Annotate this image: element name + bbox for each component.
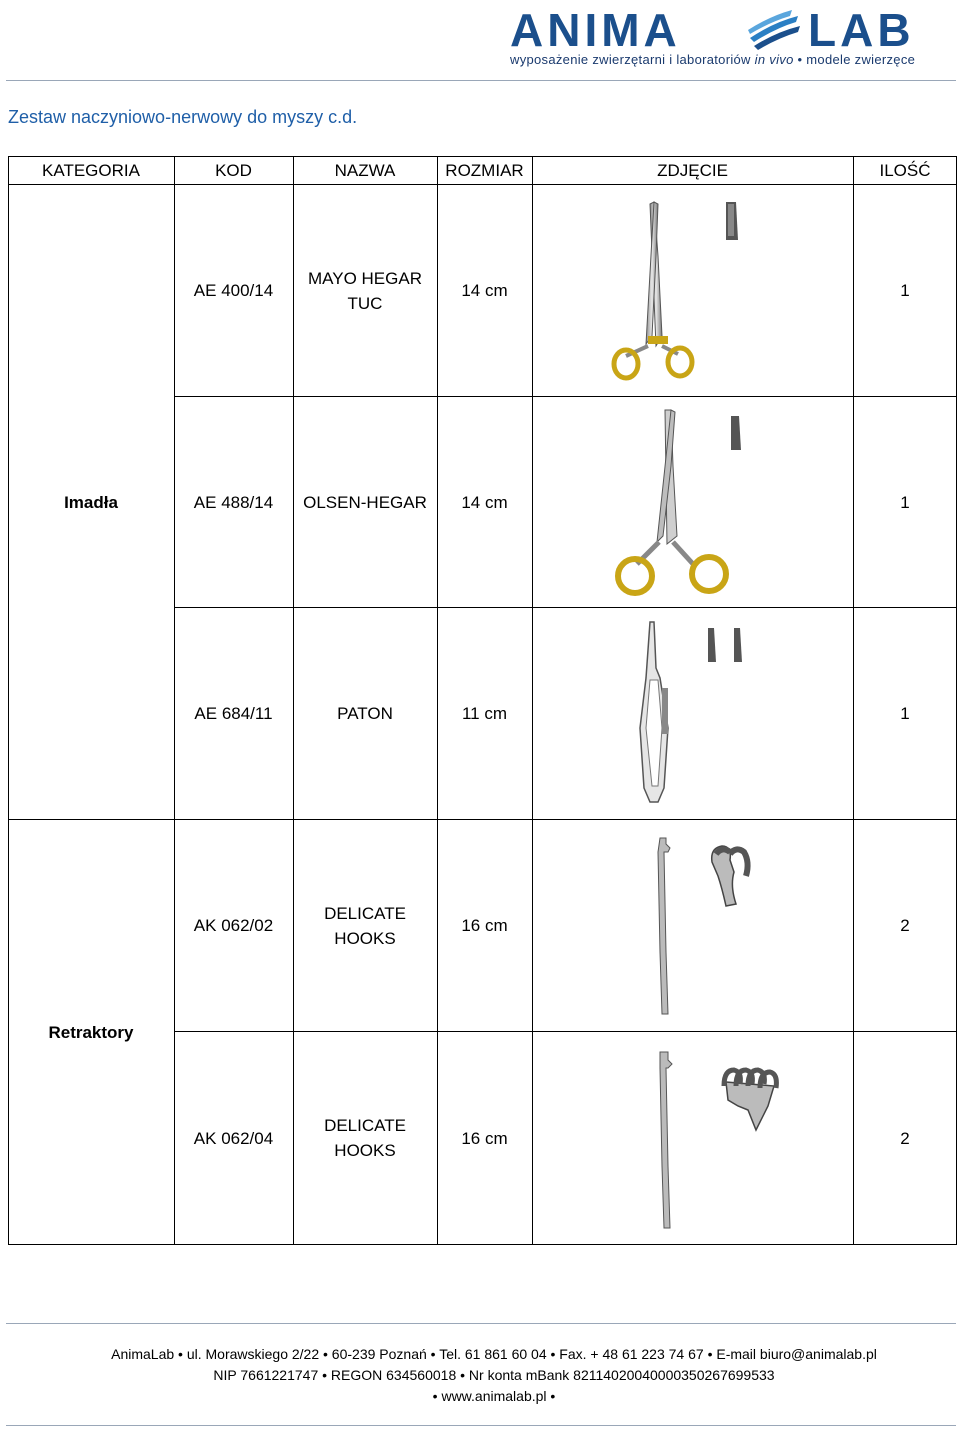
header-kod: KOD (215, 160, 252, 180)
footer-website: • www.animalab.pl • (432, 1388, 556, 1404)
row4-name: DELICATE HOOKS (324, 903, 406, 948)
header-rozmiar: ROZMIAR (445, 160, 524, 180)
spring-needle-holder-photo (628, 618, 748, 813)
logo-tagline: wyposażenie zwierzętarni i laboratoriów in vivo • modele zwierzęce (510, 52, 916, 67)
row4-qty: 2 (900, 916, 910, 935)
logo-swoosh-icon (748, 10, 800, 50)
row3-size: 11 cm (461, 704, 508, 723)
row5-code: AK 062/04 (193, 1128, 274, 1148)
row3-qty: 1 (900, 704, 910, 723)
header-divider (6, 80, 956, 81)
table-border-bottom (8, 1244, 957, 1245)
footer-divider (6, 1323, 956, 1324)
logo-wordmark (508, 6, 948, 50)
page-title: Zestaw naczyniowo-nerwowy do myszy c.d. (8, 107, 358, 127)
category-imadla: Imadła (64, 492, 118, 512)
header-nazwa: NAZWA (334, 160, 396, 180)
footer-bottom-divider (6, 1425, 956, 1426)
row4-size: 16 cm (461, 916, 508, 935)
header-kategoria: KATEGORIA (42, 160, 140, 180)
row1-name: MAYO HEGAR TUC (308, 268, 422, 313)
four-prong-retractor-photo (638, 1046, 788, 1231)
row5-size: 16 cm (461, 1128, 508, 1148)
row5-name: DELICATE HOOKS (324, 1116, 406, 1160)
category-retraktory: Retraktory (48, 1022, 134, 1042)
row4-code: AK 062/02 (193, 916, 274, 935)
row3-name: PATON (337, 704, 393, 723)
row2-size: 14 cm (461, 492, 508, 512)
row2-qty: 1 (900, 492, 910, 512)
row1-code: AE 400/14 (193, 281, 274, 300)
footer-address: AnimaLab • ul. Morawskiego 2/22 • 60-239 Poznań • Tel. 61 861 60 04 • Fax. + 48 61 223 74 67 • E-mail biuro@animalab.pl (111, 1346, 877, 1362)
needle-holder-gold-handles-photo (598, 196, 748, 386)
row1-qty: 1 (900, 281, 910, 300)
row3-code: AE 684/11 (194, 704, 273, 723)
header-zdjecie: ZDJĘCIE (657, 160, 728, 180)
animalab-logo (508, 6, 948, 68)
row2-code: AE 488/14 (193, 492, 274, 512)
needle-holder-scissors-gold-handles-photo (603, 406, 753, 601)
instrument-table (8, 156, 957, 1245)
logo-brand-right: LAB (808, 6, 915, 50)
row1-size: 14 cm (461, 281, 508, 300)
two-prong-retractor-photo (638, 832, 768, 1017)
footer-registration: NIP 7661221747 • REGON 634560018 • Nr konta mBank 82114020040000350267699533 (213, 1367, 775, 1383)
row2-name: OLSEN-HEGAR (303, 492, 427, 512)
col-rule (532, 156, 533, 1245)
header-ilosc: ILOŚĆ (879, 160, 931, 180)
logo-brand-left: ANIMA (510, 6, 681, 50)
row5-qty: 2 (900, 1128, 910, 1148)
